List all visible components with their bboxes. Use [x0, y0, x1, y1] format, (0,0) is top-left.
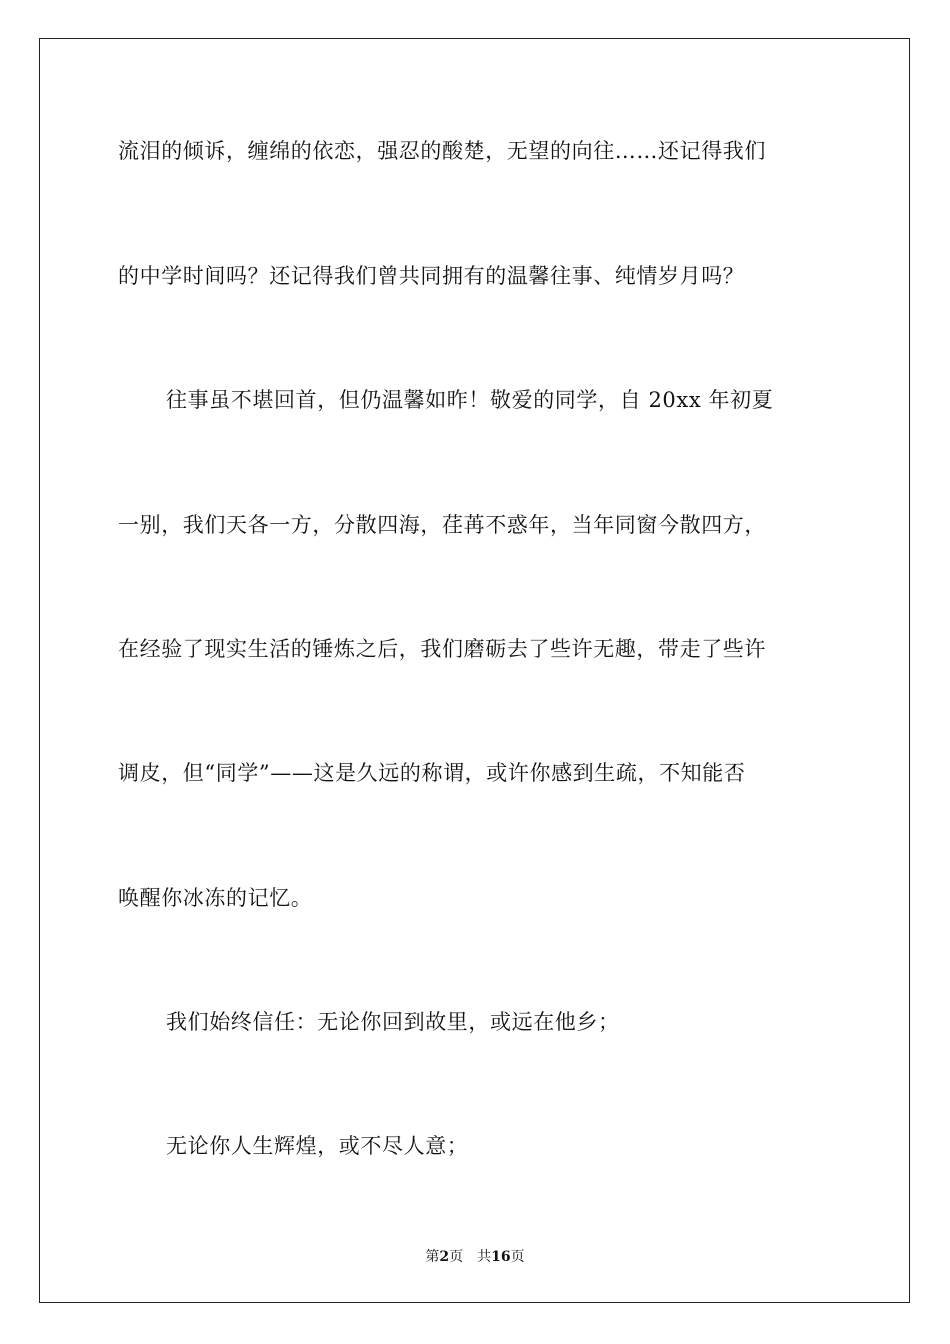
text-line: 的中学时间吗？还记得我们曾共同拥有的温馨往事、纯情岁月吗？	[118, 264, 745, 288]
text-line: 唤醒你冰冻的记忆。	[118, 886, 313, 910]
page-footer	[0, 1248, 950, 1266]
text-line: 一别，我们天各一方，分散四海，荏苒不惑年，当年同窗今散四方，	[118, 513, 766, 537]
text-line: 调皮，但“同学”——这是久远的称谓，或许你感到生疏，不知能否	[118, 761, 746, 785]
paragraph-start-line: 无论你人生辉煌，或不尽人意；	[166, 1134, 469, 1158]
total-page-count: 16	[491, 1249, 511, 1265]
page-suffix: 页	[449, 1249, 464, 1265]
page-prefix: 第	[425, 1249, 440, 1265]
paragraph-start-line: 往事虽不堪回首，但仍温馨如昨！敬爱的同学，自 20xx 年初夏	[166, 388, 774, 412]
text-line: 在经验了现实生活的锤炼之后，我们磨砺去了些许无趣，带走了些许	[118, 637, 766, 661]
current-page-number: 2	[439, 1249, 450, 1265]
paragraph-start-line: 我们始终信任：无论你回到故里，或远在他乡；	[166, 1010, 620, 1034]
text-line: 流泪的倾诉，缠绵的依恋，强忍的酸楚，无望的向往……还记得我们	[118, 139, 766, 163]
total-suffix: 页	[510, 1249, 525, 1265]
total-prefix: 共	[477, 1249, 492, 1265]
page-border	[39, 38, 910, 1303]
